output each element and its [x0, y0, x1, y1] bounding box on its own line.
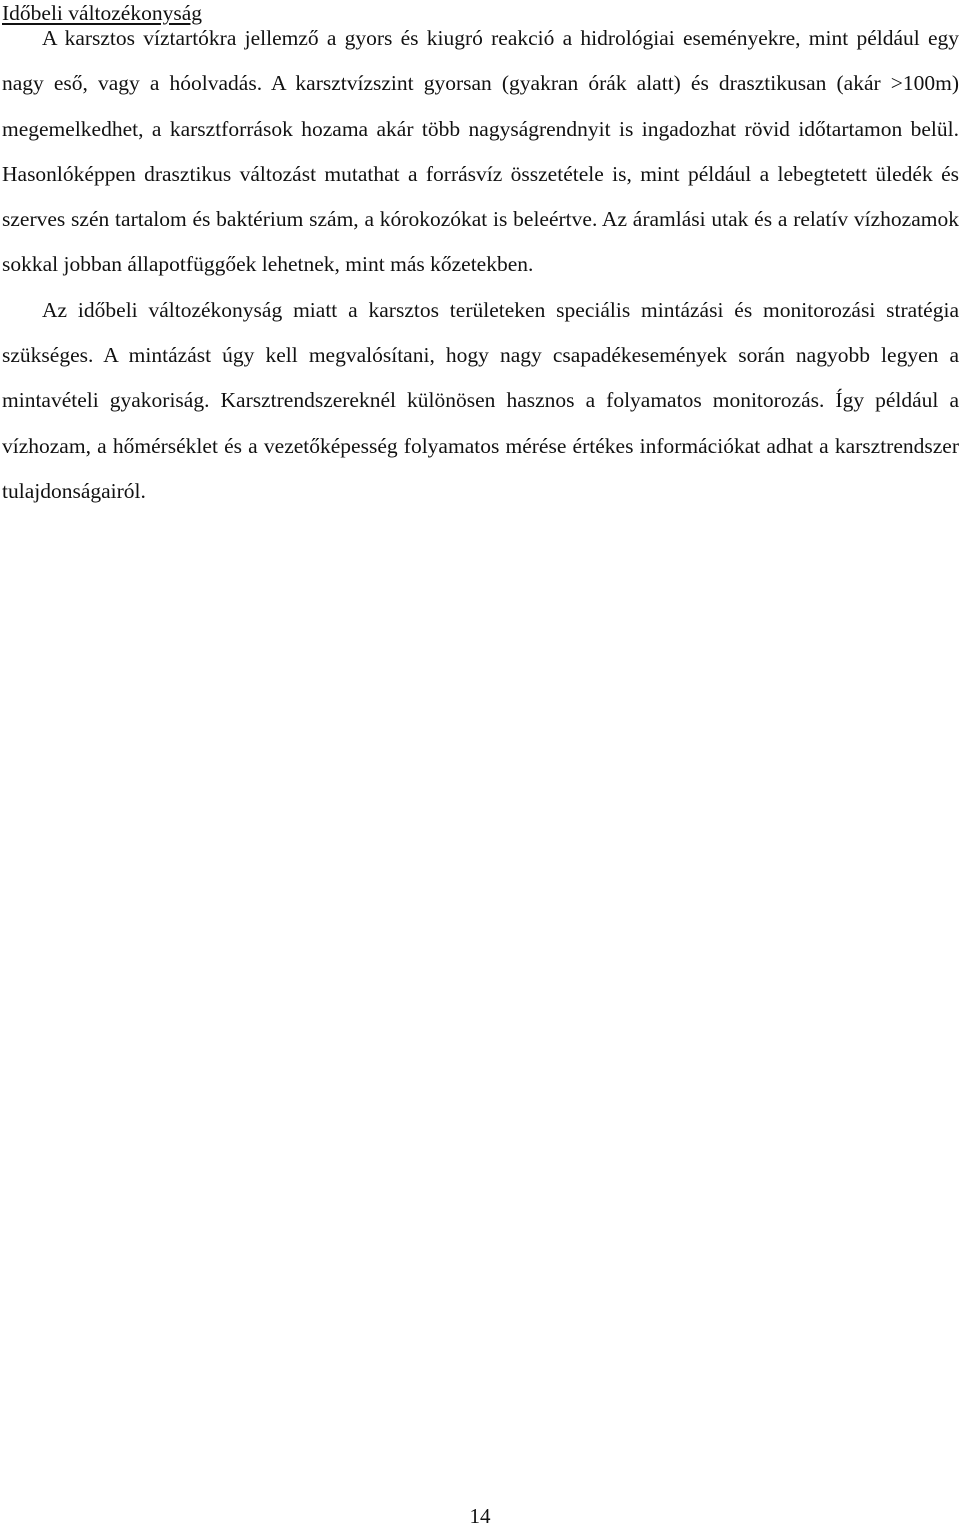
- page-number: 14: [469, 1504, 491, 1528]
- paragraph-1: A karsztos víztartókra jellemző a gyors és kiugró reakció a hidrológiai eseményekre, mint például egy nagy eső, vagy a hóolvadás. A karsztvízszint gyorsan (gyakran órák alatt) és drasztikusan (akár >100m) megemelkedhet, a karsztforrások hozama akár több nagyságrendnyit is ingadozhat rövid időtartamon belül. Hasonlóképpen drasztikus változást mutathat a forrásvíz összetétele is, mint például a lebegtetett üledék és szerves szén tartalom és baktérium szám, a kórokozókat is beleértve. Az áramlási utak és a relatív vízhozamok sokkal jobban állapotfüggőek lehetnek, mint más kőzetekben.: [2, 26, 959, 277]
- paragraph-2: Az időbeli változékonyság miatt a karsztos területeken speciális mintázási és monitorozási stratégia szükséges. A mintázást úgy kell megvalósítani, hogy nagy csapadékesemények során nagyobb legyen a mintavételi gyakoriság. Karsztrendszereknél különösen hasznos a folyamatos monitorozás. Így például a vízhozam, a hőmérséklet és a vezetőképesség folyamatos mérése értékes információkat adhat a karsztrendszer tulajdonságairól.: [2, 297, 959, 503]
- body-text: [2, 16, 959, 514]
- section-heading: Időbeli változékonyság: [2, 1, 203, 25]
